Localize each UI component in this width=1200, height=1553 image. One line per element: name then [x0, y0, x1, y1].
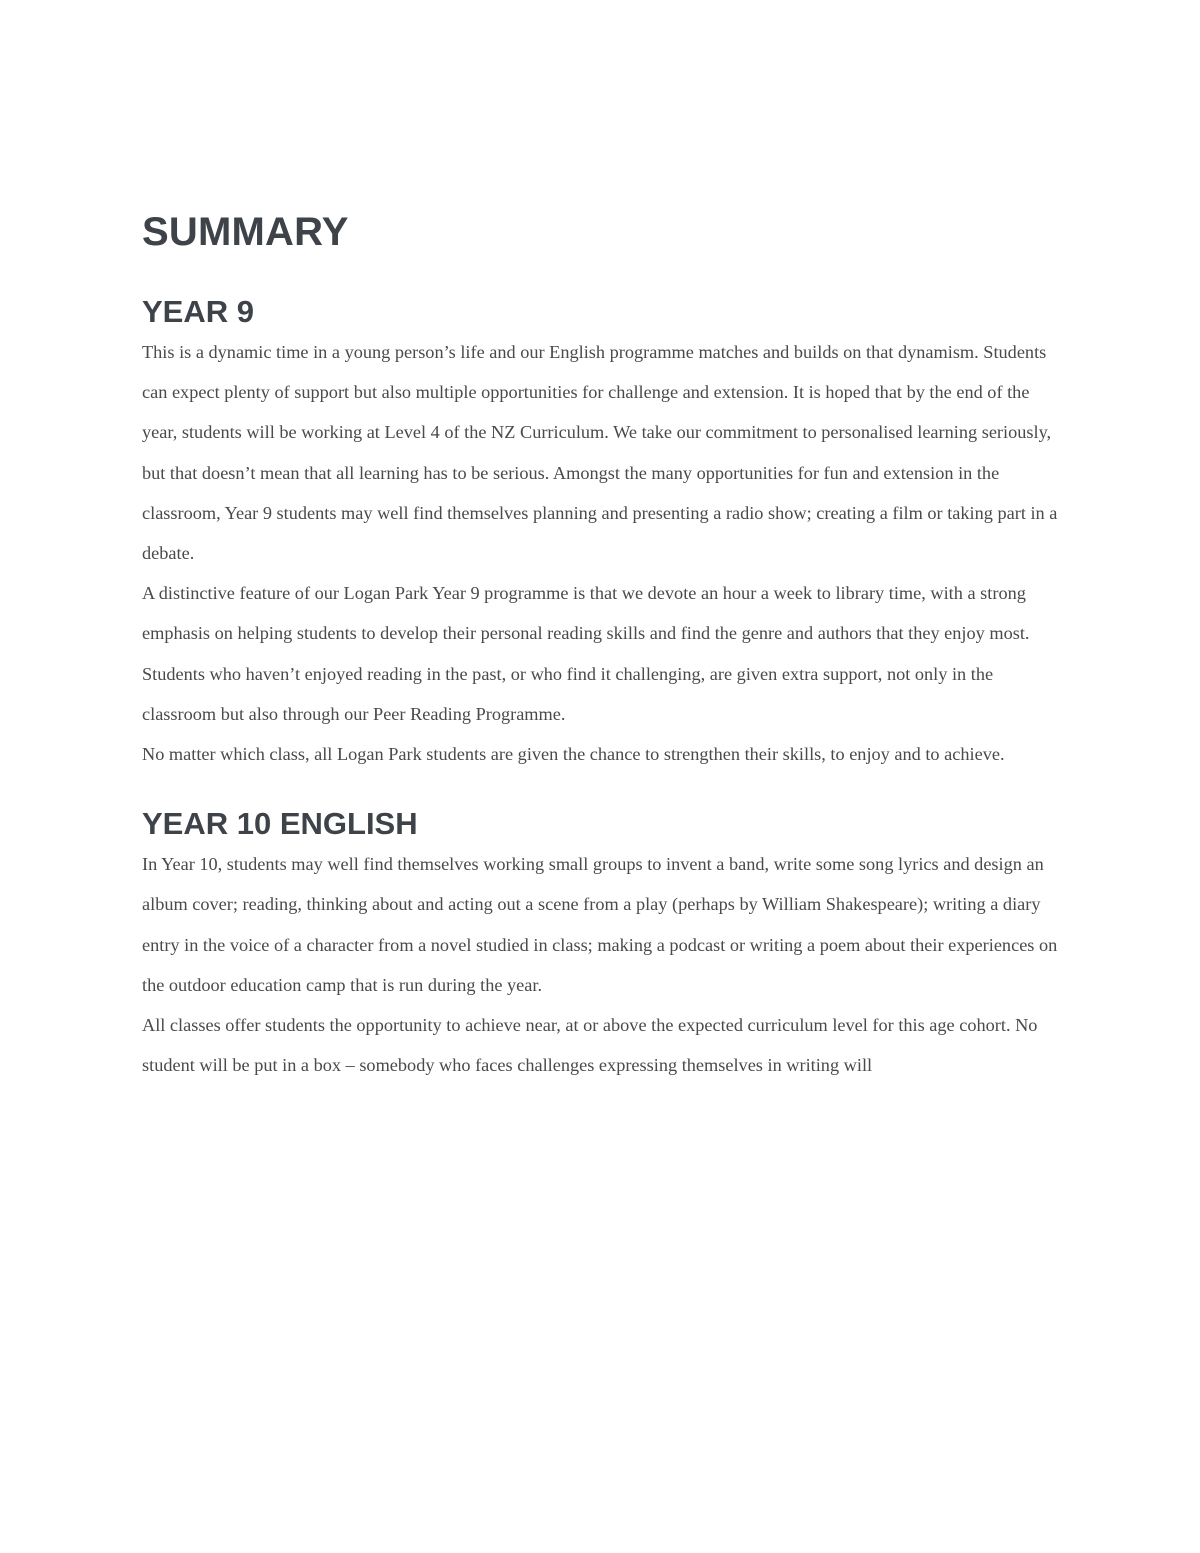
year10-paragraph-classes: All classes offer students the opportunity to achieve near, at or above the expected curriculum level for this age cohort. No student will be put in a box – somebody who faces challenges expressing themselves in writing will [142, 1015, 1038, 1076]
year9-heading: YEAR 9 [142, 294, 254, 329]
year10-heading: YEAR 10 ENGLISH [142, 806, 418, 842]
year10-paragraph-activities: In Year 10, students may well find themselves working small groups to invent a band, write some song lyrics and design an album cover; reading, thinking about and acting out a scene from a play (perhaps by William Shakespeare); writing a diary entry in the voice of a character from a novel studied in class; making a podcast or writing a poem about their experiences on the outdoor education camp that is run during the year. [142, 854, 1058, 995]
summary-heading: SUMMARY [142, 210, 349, 254]
year9-paragraph-intro: This is a dynamic time in a young person’s life and our English programme matches and builds on that dynamism. Students can expect plenty of support but also multiple opportunities for challenge and extension. It is hoped that by the end of the year, students will be working at Level 4 of the NZ Curriculum. We take our commitment to personalised learning seriously, but that doesn’t mean that all learning has to be serious. Amongst the many opportunities for fun and extension in the classroom, Year 9 students may well find themselves planning and presenting a radio show; creating a film or taking part in a debate. [142, 342, 1058, 564]
year9-paragraph-support: Students who haven’t enjoyed reading in the past, or who find it challenging, are given extra support, not only in the classroom but also through our Peer Reading Programme. [142, 663, 994, 724]
year9-paragraph-achieve: No matter which class, all Logan Park students are given the chance to strengthen their skills, to enjoy and to achieve. [142, 744, 1005, 765]
year9-paragraph-library: A distinctive feature of our Logan Park Year 9 programme is that we devote an hour a week to library time, with a strong emphasis on helping students to develop their personal reading skills and find the genre and authors that they enjoy most. [142, 583, 1030, 644]
document-content [142, 206, 1062, 1085]
